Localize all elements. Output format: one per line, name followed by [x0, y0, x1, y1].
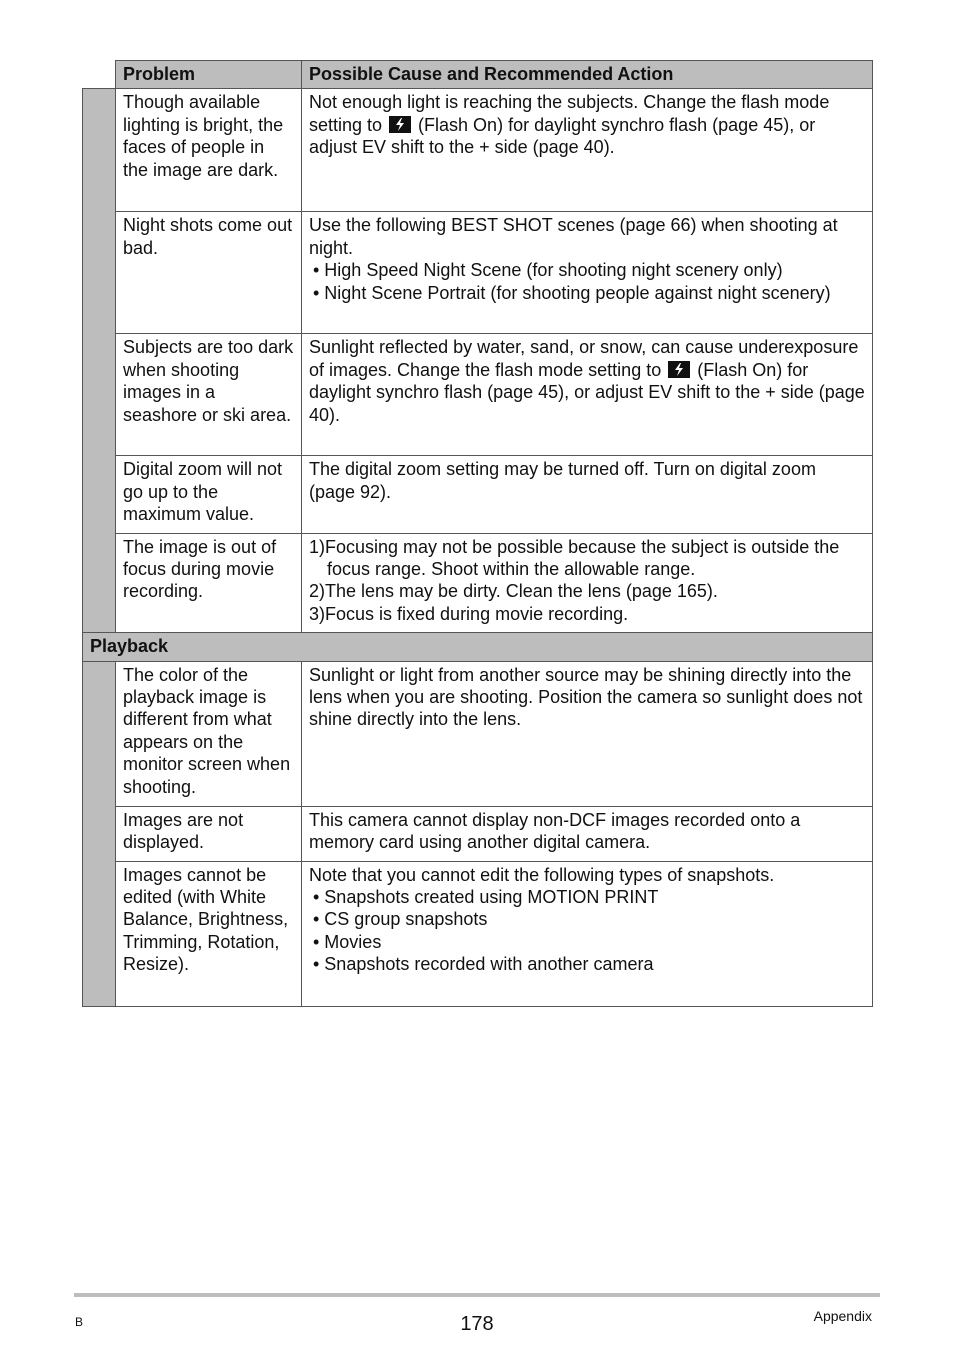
problem-cell: Images cannot be edited (with White Balance, Brightness, Trimming, Rotation, Resize).: [116, 861, 302, 1006]
action-cell: [302, 533, 873, 633]
action-cell: [302, 861, 873, 1006]
footer-marker: B: [75, 1315, 84, 1329]
bullet-item: • High Speed Night Scene (for shooting night scenery only): [313, 260, 783, 281]
table-row: [83, 661, 873, 806]
bullet-item: • Snapshots created using MOTION PRINT: [313, 887, 659, 908]
table-row: [83, 212, 873, 334]
numbered-item: 3)Focus is fixed during movie recording.: [309, 603, 629, 624]
flash-on-icon: [389, 116, 411, 133]
troubleshooting-table: [82, 60, 873, 1007]
action-cell: [302, 89, 873, 212]
action-cell: This camera cannot display non-DCF images recorded onto a memory card using another digital camera.: [302, 806, 873, 861]
playback-section-gutter: [83, 661, 116, 1006]
bullet-item: • Night Scene Portrait (for shooting people against night scenery): [313, 282, 831, 303]
problem-cell: Subjects are too dark when shooting images in a seashore or ski area.: [116, 334, 302, 456]
problem-cell: The color of the playback image is different from what appears on the monitor screen when shooting.: [116, 661, 302, 806]
table-row: [83, 806, 873, 861]
action-cell: [302, 212, 873, 334]
footer-divider: [74, 1293, 880, 1297]
header-blank-cell: [83, 61, 116, 89]
header-problem: Problem: [116, 61, 302, 89]
action-intro: Note that you cannot edit the following types of snapshots.: [309, 864, 775, 885]
bullet-item: • Snapshots recorded with another camera: [313, 954, 654, 975]
flash-on-icon: [668, 361, 690, 378]
action-text: (Flash On) for daylight synchro flash (page 45), or adjust EV shift to the + side (page 40).: [309, 114, 816, 158]
action-cell: [302, 334, 873, 456]
action-text: Not enough light is reaching the subjects. Change the flash mode setting to: [309, 92, 830, 135]
problem-cell: Night shots come out bad.: [116, 212, 302, 334]
problem-cell: Though available lighting is bright, the faces of people in the image are dark.: [116, 89, 302, 212]
problem-cell: Images are not displayed.: [116, 806, 302, 861]
table-row: [83, 861, 873, 1006]
action-cell: Sunlight or light from another source may be shining directly into the lens when you are shooting. Position the camera so sunlight does not shine directly into the lens.: [302, 661, 873, 806]
footer-section-label: Appendix: [813, 1308, 872, 1324]
table-row: [83, 334, 873, 456]
action-text: Sunlight reflected by water, sand, or snow, can cause underexposure of images. Change the flash mode setting to: [309, 337, 859, 380]
section-row-playback: [83, 633, 873, 661]
table-row: [83, 533, 873, 633]
table-row: [83, 89, 873, 212]
action-text: (Flash On) for daylight synchro flash (page 45), or adjust EV shift to the + side (page 40).: [309, 359, 865, 425]
header-action: Possible Cause and Recommended Action: [302, 61, 873, 89]
problem-cell: Digital zoom will not go up to the maximum value.: [116, 456, 302, 533]
table-header-row: [83, 61, 873, 89]
section-title: Playback: [83, 633, 873, 661]
action-intro: Use the following BEST SHOT scenes (page 66) when shooting at night.: [309, 215, 838, 258]
numbered-item: 2)The lens may be dirty. Clean the lens (page 165).: [309, 581, 718, 602]
recording-section-gutter: [83, 89, 116, 633]
action-cell: The digital zoom setting may be turned off. Turn on digital zoom (page 92).: [302, 456, 873, 533]
numbered-item: 1)Focusing may not be possible because the subject is outside the focus range. Shoot within the allowable range.: [309, 536, 840, 580]
bullet-item: • Movies: [313, 931, 382, 952]
page-number: 178: [460, 1313, 494, 1335]
problem-cell: The image is out of focus during movie recording.: [116, 533, 302, 633]
table-row: [83, 456, 873, 533]
bullet-item: • CS group snapshots: [313, 909, 488, 930]
